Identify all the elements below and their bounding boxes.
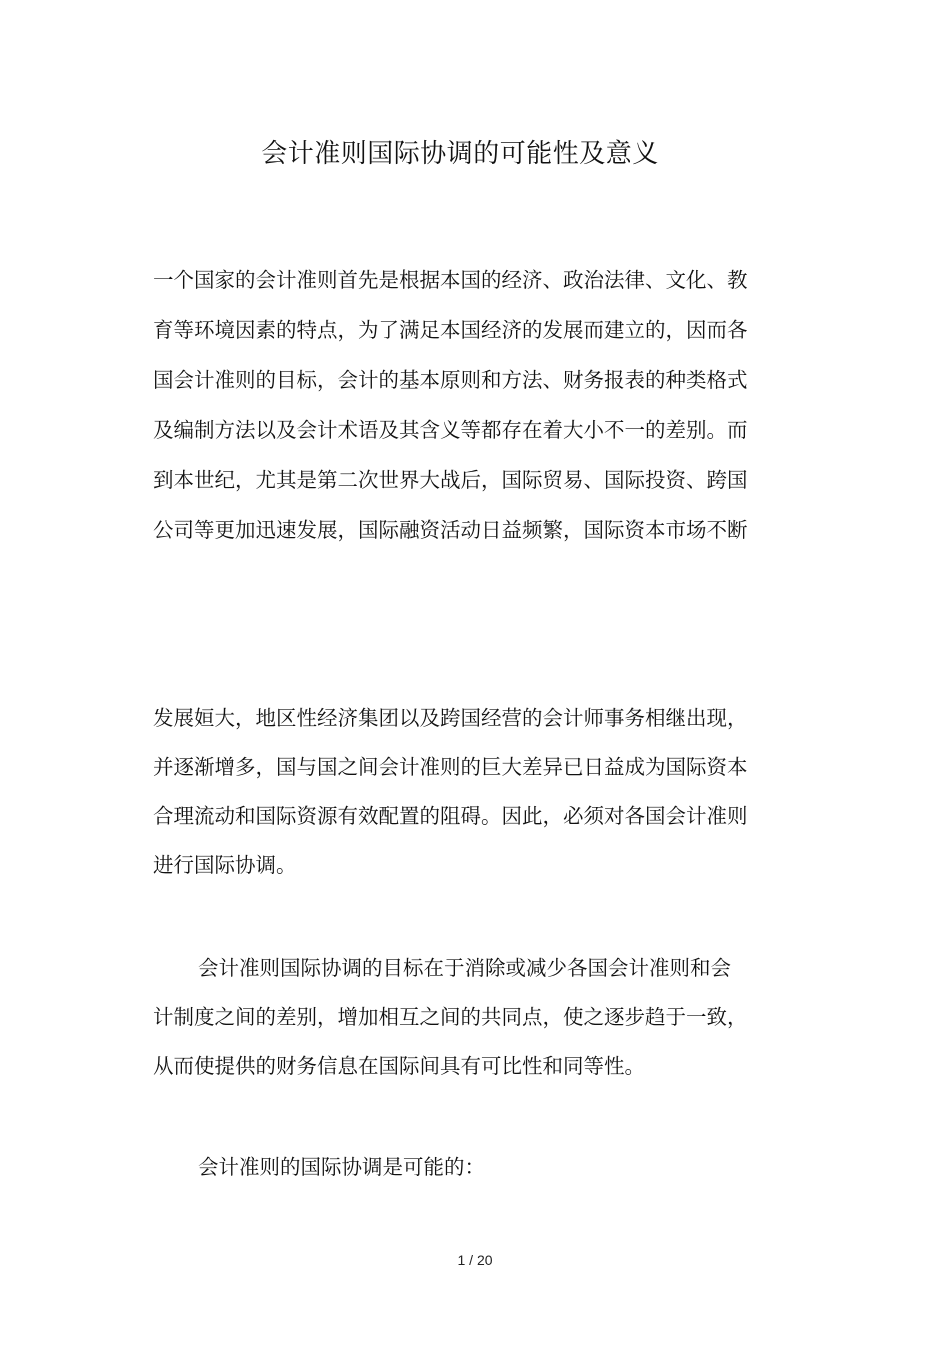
paragraph-line: 育等环境因素的特点，为了满足本国经济的发展而建立的，因而各 xyxy=(153,318,748,342)
paragraph-line: 计制度之间的差别，增加相互之间的共同点，使之逐步趋于一致， xyxy=(153,1005,748,1029)
paragraph-line: 并逐渐增多，国与国之间会计准则的巨大差异已日益成为国际资本 xyxy=(153,755,748,779)
paragraph-line: 及编制方法以及会计术语及其含义等都存在着大小不一的差别。而 xyxy=(153,418,748,442)
page-number: 1 / 20 xyxy=(457,1252,493,1268)
paragraph-line: 从而使提供的财务信息在国际间具有可比性和同等性。 xyxy=(153,1054,645,1078)
paragraph-line: 会计准则的国际协调是可能的： xyxy=(198,1155,485,1179)
paragraph-line: 到本世纪，尤其是第二次世界大战后，国际贸易、国际投资、跨国 xyxy=(153,468,748,492)
paragraph-line: 一个国家的会计准则首先是根据本国的经济、政治法律、文化、教 xyxy=(153,268,748,292)
document-title: 会计准则国际协调的可能性及意义 xyxy=(261,139,659,169)
paragraph-line: 会计准则国际协调的目标在于消除或减少各国会计准则和会 xyxy=(198,956,731,980)
paragraph-line: 国会计准则的目标，会计的基本原则和方法、财务报表的种类格式 xyxy=(153,368,748,392)
paragraph-line: 合理流动和国际资源有效配置的阻碍。因此，必须对各国会计准则 xyxy=(153,804,748,828)
paragraph-line: 发展姮大，地区性经济集团以及跨国经营的会计师事务相继出现， xyxy=(153,706,748,730)
paragraph-line: 进行国际协调。 xyxy=(153,853,297,877)
paragraph-line: 公司等更加迅速发展，国际融资活动日益频繁，国际资本市场不断 xyxy=(153,518,748,542)
